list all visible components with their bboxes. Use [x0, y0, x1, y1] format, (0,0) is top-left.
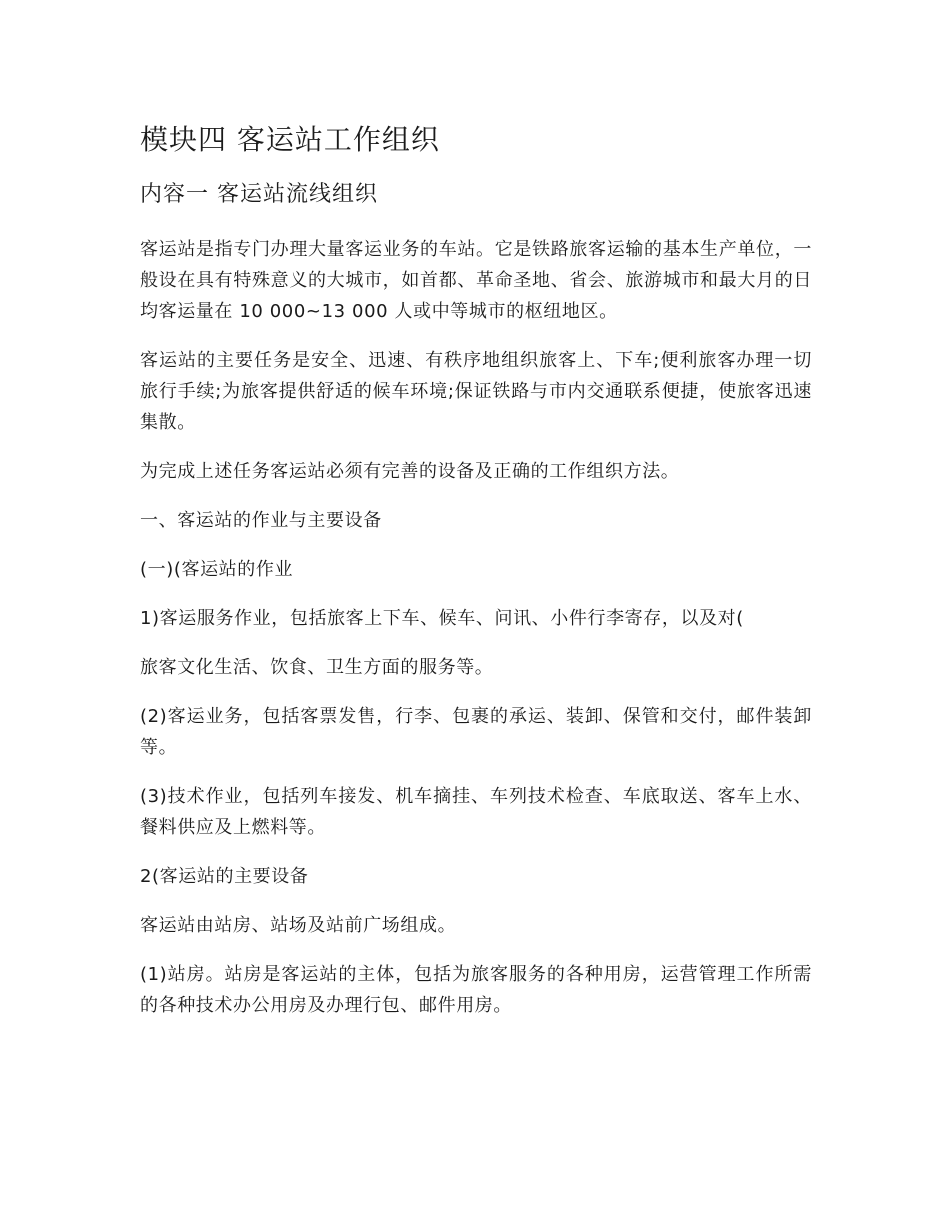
- paragraph-station-definition: 客运站是指专门办理大量客运业务的车站。它是铁路旅客运输的基本生产单位，一般设在具有特殊意义的大城市，如首都、革命圣地、省会、旅游城市和最大月的日均客运量在 10 000~13 000 人或中等城市的枢纽地区。: [140, 239, 812, 322]
- paragraph-station-building: (1)站房。站房是客运站的主体，包括为旅客服务的各种用房，运营管理工作所需的各种技术办公用房及办理行包、邮件用房。: [140, 964, 812, 1016]
- paragraph-equipment-requirement: 为完成上述任务客运站必须有完善的设备及正确的工作组织方法。: [140, 461, 680, 482]
- subheading-operations-equipment: 一、客运站的作业与主要设备: [140, 510, 382, 531]
- paragraph-station-tasks: 客运站的主要任务是安全、迅速、有秩序地组织旅客上、下车;便利旅客办理一切旅行手续;为旅客提供舒适的候车环境;保证铁路与市内交通联系便捷，使旅客迅速集散。: [140, 350, 812, 433]
- paragraph-station-composition: 客运站由站房、站场及站前广场组成。: [140, 915, 457, 936]
- subheading-station-operations: (一)(客运站的作业: [140, 559, 294, 580]
- module-title: 模块四 客运站工作组织: [140, 123, 440, 156]
- paragraph-technical-operations: (3)技术作业，包括列车接发、机车摘挂、车列技术检查、车底取送、客车上水、餐料供应及上燃料等。: [140, 786, 812, 838]
- subheading-main-equipment: 2(客运站的主要设备: [140, 866, 309, 887]
- section-title: 内容一 客运站流线组织: [140, 182, 378, 207]
- paragraph-passenger-business: (2)客运业务，包括客票发售，行李、包裹的承运、装卸、保管和交付，邮件装卸等。: [140, 706, 812, 758]
- document-page: [140, 118, 812, 1021]
- paragraph-passenger-service: 1)客运服务作业，包括旅客上下车、候车、问讯、小件行李寄存，以及对(: [140, 608, 744, 629]
- paragraph-passenger-service-continued: 旅客文化生活、饮食、卫生方面的服务等。: [140, 657, 494, 678]
